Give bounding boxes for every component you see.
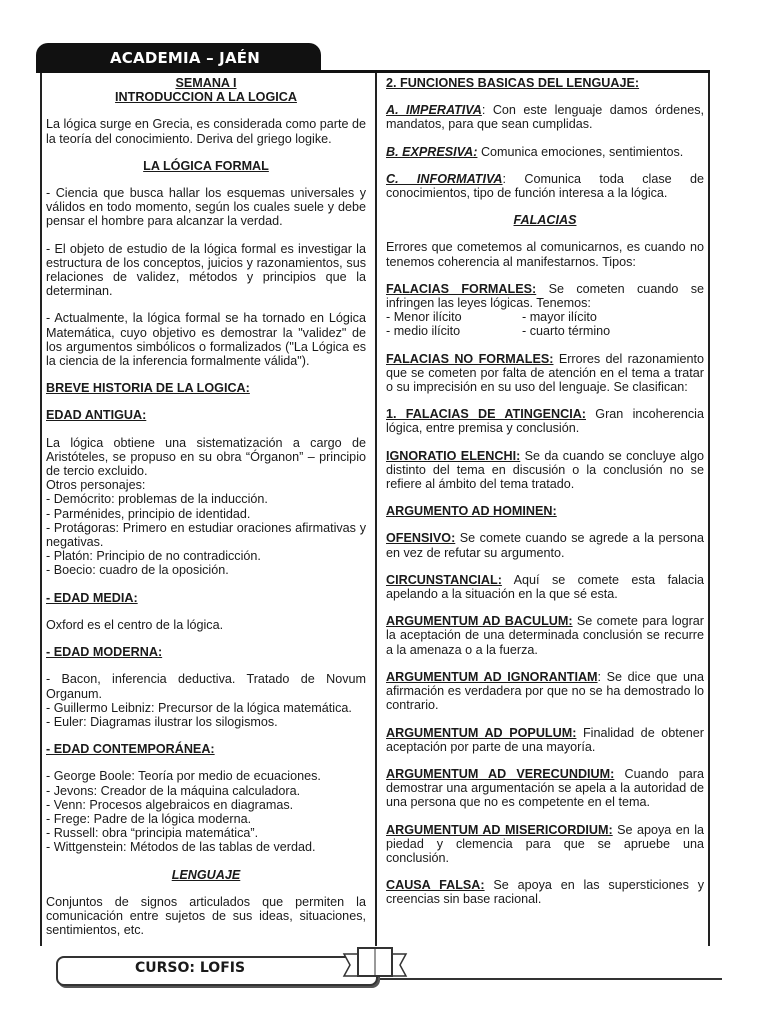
misericordium-text: Se apoya en la piedad y clemencia para que se apruebe una conclusión. — [386, 822, 704, 865]
populum-label: ARGUMENTUM AD POPULUM: — [386, 725, 577, 740]
hominen-title: ARGUMENTO AD HOMINEN: — [386, 504, 557, 519]
formales-label: FALACIAS FORMALES: — [386, 281, 537, 296]
formales-list — [386, 310, 704, 338]
atingencia-text: Gran incoherencia lógica, entre premisa y conclusión. — [386, 407, 704, 436]
contemporanea-list — [46, 769, 366, 854]
list-item: - George Boole: Teoría por medio de ecuaciones. — [46, 769, 321, 784]
list-item: - Wittgenstein: Métodos de las tablas de verdad. — [46, 840, 316, 855]
imperativa-text: : Con este lenguaje damos órdenes, mandatos, para que sean cumplidas. — [386, 103, 704, 132]
ofensivo-paragraph — [386, 531, 704, 559]
verecundium-label: ARGUMENTUM AD VERECUNDIUM: — [386, 766, 615, 781]
imperativa-label: A. IMPERATIVA — [386, 103, 482, 118]
list-item: - Bacon, inferencia deductiva. Tratado de Novum Organum. — [46, 672, 366, 701]
media-paragraph: Oxford es el centro de la lógica. — [46, 617, 224, 632]
formales-paragraph — [386, 282, 704, 310]
circunstancial-label: CIRCUNSTANCIAL: — [386, 572, 502, 587]
list-item: - Guillermo Leibniz: Precursor de la lógica matemática. — [46, 700, 352, 715]
misericordium-label: ARGUMENTUM AD MISERICORDIUM: — [386, 822, 613, 837]
formales-text: Se cometen cuando se infringen las leyes lógicas. Tenemos: — [386, 281, 704, 311]
causa-falsa-label: CAUSA FALSA: — [386, 878, 485, 893]
misericordium-paragraph — [386, 823, 704, 866]
page-header-title: ACADEMIA – JAÉN — [110, 49, 260, 67]
left-column — [46, 76, 366, 937]
moderna-title: - EDAD MODERNA: — [46, 645, 163, 660]
media-title: - EDAD MEDIA: — [46, 590, 138, 605]
expresiva-text: Comunica emociones, sentimientos. — [477, 144, 684, 159]
list-row — [386, 310, 704, 324]
circunstancial-paragraph — [386, 573, 704, 601]
imperativa-paragraph — [386, 103, 704, 131]
list-item: - Jevons: Creador de la máquina calculadora. — [46, 783, 301, 798]
expresiva-paragraph — [386, 145, 704, 159]
no-formales-paragraph — [386, 352, 704, 395]
antigua-list — [46, 478, 366, 577]
list-item: - Russell: obra “principia matemática”. — [46, 826, 259, 841]
formal-paragraph-3: - Actualmente, la lógica formal se ha tornado en Lógica Matemática, cuyo objetivo es demostrar la "validez" de los argumentos simbólicos o formalizados ("La Lógica es la ciencia de la inferencia formalmente válida"). — [46, 311, 366, 369]
baculum-paragraph — [386, 614, 704, 657]
verecundium-paragraph — [386, 767, 704, 810]
falacias-paragraph: Errores que cometemos al comunicarnos, es cuando no tenemos coherencia al manifestarnos. Tipos: — [386, 240, 704, 269]
ofensivo-text: Se comete cuando se agrede a la persona en vez de refutar su argumento. — [386, 531, 704, 560]
formal-logic-title: LA LÓGICA FORMAL — [143, 158, 269, 173]
causa-falsa-text: Se apoya en las supersticiones y creencias sin base racional. — [386, 878, 704, 907]
ignoratio-text: Se da cuando se concluye algo distinto del tema en discusión o la conclusión no se refiere al ámbito del tema tratado. — [386, 448, 704, 492]
informativa-label: C. INFORMATIVA — [386, 171, 503, 186]
antigua-paragraph: La lógica obtiene una sistematización a cargo de Aristóteles, se propuso en su obra “Órganon” – principio de tercio excluido. — [46, 435, 366, 479]
intro-title: INTRODUCCION A LA LOGICA — [115, 90, 297, 105]
list-item: - cuarto término — [522, 324, 611, 339]
list-item: - Protágoras: Primero en estudiar oraciones afirmativas y negativas. — [46, 520, 366, 550]
populum-paragraph — [386, 726, 704, 754]
lenguaje-paragraph: Conjuntos de signos articulados que permiten la comunicación entre sujetos de sus ideas, situaciones, sentimientos, etc. — [46, 894, 366, 938]
expresiva-label: B. EXPRESIVA: — [386, 144, 478, 159]
atingencia-label: 1. FALACIAS DE ATINGENCIA: — [386, 407, 586, 422]
list-item: - Menor ilícito — [386, 310, 462, 325]
intro-paragraph: La lógica surge en Grecia, es considerada como parte de la teoría del conocimiento. Deriva del griego logike. — [46, 117, 366, 146]
no-formales-label: FALACIAS NO FORMALES: — [386, 351, 554, 366]
history-title: BREVE HISTORIA DE LA LOGICA: — [46, 381, 250, 396]
list-item: - Parménides, principio de identidad. — [46, 506, 251, 521]
list-item: - Venn: Procesos algebraicos en diagramas. — [46, 797, 294, 812]
list-item: - mayor ilícito — [522, 310, 597, 325]
ribbon-ornament-icon — [342, 946, 408, 980]
ignorantiam-paragraph — [386, 670, 704, 713]
list-item: - medio ilícito — [386, 324, 461, 339]
ofensivo-label: OFENSIVO: — [386, 531, 456, 546]
formal-paragraph-2: - El objeto de estudio de la lógica formal es investigar la estructura de los conceptos, juicios y razonamientos, sus relaciones de validez, métodos y principios que la determinan. — [46, 241, 366, 299]
ignorantiam-text: : Se dice que una afirmación es verdadera por que no se ha demostrado lo contrario. — [386, 669, 704, 713]
antigua-title: EDAD ANTIGUA: — [46, 408, 147, 423]
lenguaje-title: LENGUAJE — [171, 867, 241, 882]
column-divider — [375, 73, 377, 946]
list-item: Otros personajes: — [46, 478, 146, 493]
moderna-list — [46, 672, 366, 729]
populum-text: Finalidad de obtener aceptación por parte de una mayoría. — [386, 725, 704, 754]
atingencia-paragraph — [386, 407, 704, 435]
circunstancial-text: Aquí se comete esta falacia apelando a la situación en la que sé esta. — [386, 572, 704, 602]
formal-paragraph-1: - Ciencia que busca hallar los esquemas universales y válidos en todo momento, según los cuales suele y debe pensar el hombre para alcanzar la verdad. — [46, 186, 366, 229]
list-item: - Euler: Diagramas ilustrar los silogismos. — [46, 714, 278, 729]
list-item: - Frege: Padre de la lógica moderna. — [46, 811, 252, 826]
informativa-paragraph — [386, 172, 704, 200]
funciones-title: 2. FUNCIONES BASICAS DEL LENGUAJE: — [386, 76, 640, 90]
no-formales-text: Errores del razonamiento que se cometen por falta de atención en el tema a tratar o su imprecisión en su uso del lenguaje. Se clasifican: — [386, 351, 704, 395]
baculum-label: ARGUMENTUM AD BACULUM: — [386, 614, 573, 629]
falacias-title: FALACIAS — [513, 213, 577, 228]
informativa-text: : Comunica toda clase de conocimientos, tipo de función interesa a la lógica. — [386, 171, 704, 201]
baculum-text: Se comete para lograr la aceptación de una determinada conclusión se recurre a la amenaza o a la fuerza. — [386, 614, 704, 657]
list-item: - Boecio: cuadro de la oposición. — [46, 563, 229, 578]
causa-falsa-paragraph — [386, 878, 704, 906]
list-item: - Platón: Principio de no contradicción. — [46, 549, 261, 564]
ignoratio-label: IGNORATIO ELENCHI: — [386, 448, 521, 463]
verecundium-text: Cuando para demostrar una argumentación se apela a la autoridad de una persona que no es competente en el tema. — [386, 766, 704, 810]
right-column — [386, 76, 704, 907]
ignoratio-paragraph — [386, 449, 704, 492]
list-row — [386, 324, 704, 338]
week-title: SEMANA I — [175, 76, 237, 90]
list-item: - Demócrito: problemas de la inducción. — [46, 492, 268, 507]
contemporanea-title: - EDAD CONTEMPORÁNEA: — [46, 742, 215, 757]
course-label: CURSO: LOFIS — [135, 960, 246, 976]
ignorantiam-label: ARGUMENTUM AD IGNORANTIAM — [386, 669, 598, 684]
